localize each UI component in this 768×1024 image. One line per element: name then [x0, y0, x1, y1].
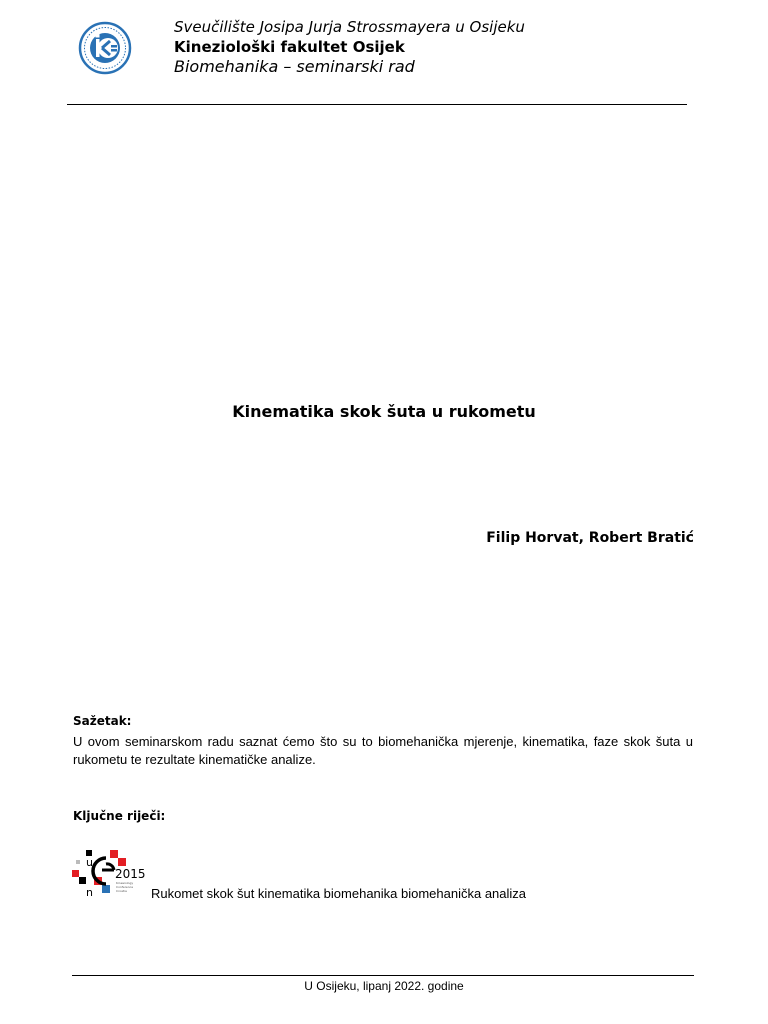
- abstract-text: U ovom seminarskom radu saznat ćemo što su to biomehanička mjerenje, kinematika, faze skok šuta u rukometu te rezultate kinematičke analize.: [73, 734, 693, 767]
- keywords-heading: Ključne riječi:: [73, 809, 166, 823]
- ucen-2015-logo-icon: [72, 846, 150, 898]
- svg-text:Kinesiology: Kinesiology: [116, 881, 134, 885]
- course-name: Biomehanika – seminarski rad: [174, 57, 415, 76]
- keywords-text: Rukomet skok šut kinematika biomehanika biomehanička analiza: [151, 886, 527, 901]
- svg-text:Conference: Conference: [116, 885, 134, 889]
- authors: Filip Horvat, Robert Bratić: [486, 530, 694, 546]
- header-block: [174, 17, 525, 77]
- ucen-logo-year: 2015: [115, 867, 146, 881]
- header-divider: [67, 104, 687, 105]
- footer-place-date: U Osijeku, lipanj 2022. godine: [304, 979, 464, 993]
- svg-text:u: u: [86, 856, 93, 869]
- footer-divider: [72, 975, 694, 976]
- abstract-heading: Sažetak:: [73, 714, 132, 728]
- svg-text:Croatia: Croatia: [116, 889, 127, 893]
- university-name: Sveučilište Josipa Jurja Strossmayera u Osijeku: [174, 18, 525, 36]
- faculty-name: Kineziološki fakultet Osijek: [174, 38, 405, 56]
- svg-text:n: n: [86, 886, 93, 898]
- document-title: Kinematika skok šuta u rukometu: [232, 402, 536, 421]
- faculty-logo-icon: [78, 21, 132, 75]
